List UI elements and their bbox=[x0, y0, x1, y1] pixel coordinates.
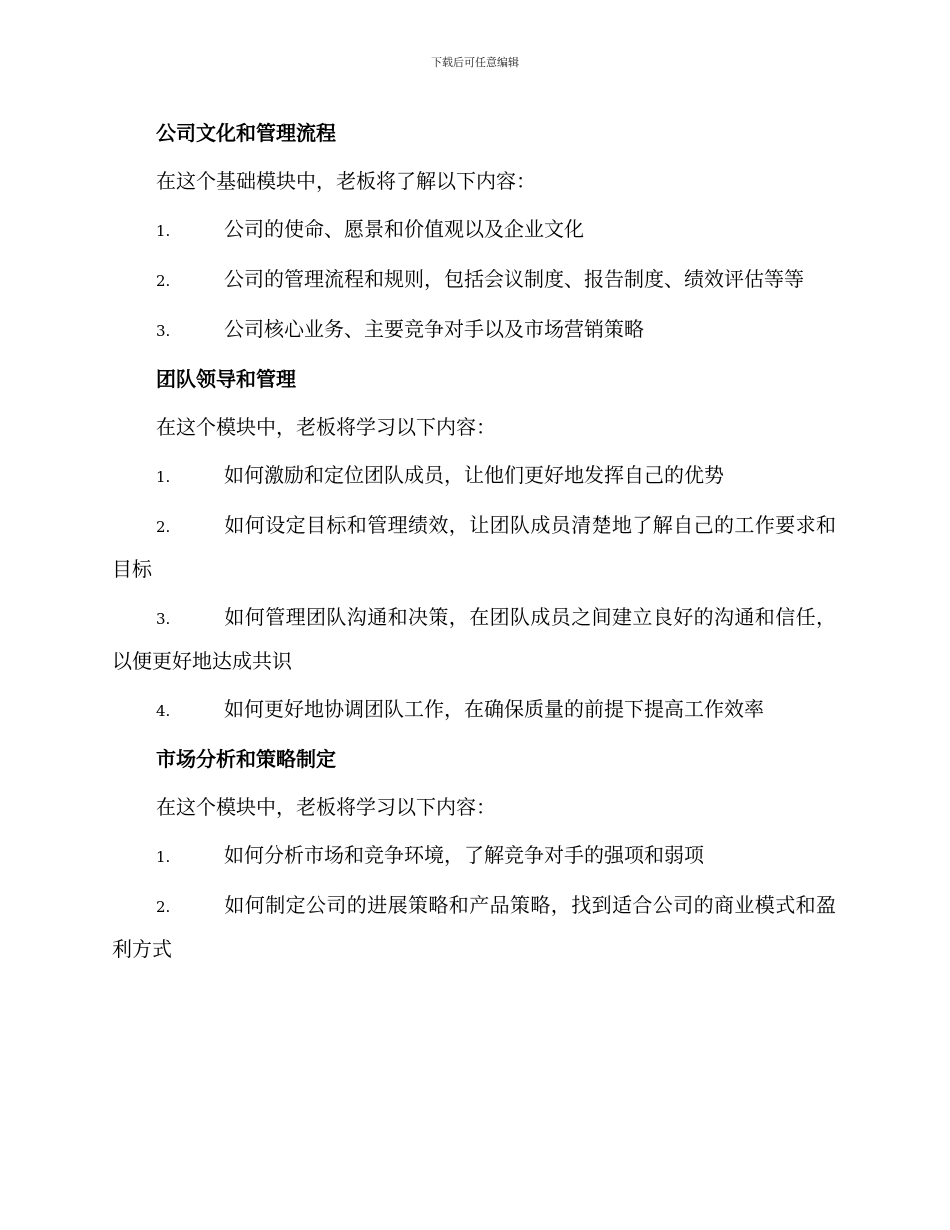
list-item-number: 2. bbox=[156, 518, 171, 536]
list-item-text: 公司核心业务、主要竞争对手以及市场营销策略 bbox=[224, 317, 644, 341]
header-note: 下载后可任意编辑 bbox=[431, 56, 519, 69]
list-item bbox=[112, 308, 836, 352]
section-heading-culture: 公司文化和管理流程 bbox=[156, 121, 336, 145]
list-item-text: 如何分析市场和竞争环境，了解竞争对手的强项和弱项 bbox=[224, 843, 704, 867]
section-intro: 在这个模块中，老板将学习以下内容： bbox=[156, 415, 496, 439]
list-item-number: 1. bbox=[156, 222, 171, 240]
list-item-number: 3. bbox=[156, 610, 171, 628]
list-item-text: 如何设定目标和管理绩效，让团队成员清楚地了解自己的工作要求和目标 bbox=[112, 513, 836, 581]
list-item bbox=[112, 454, 836, 498]
list-item-number: 3. bbox=[156, 322, 171, 340]
list-item bbox=[112, 596, 836, 682]
list-item-number: 4. bbox=[156, 702, 171, 720]
document-body bbox=[112, 106, 836, 976]
list-item bbox=[112, 258, 836, 302]
list-item bbox=[112, 208, 836, 252]
list-item-number: 1. bbox=[156, 848, 171, 866]
list-item-text: 公司的管理流程和规则，包括会议制度、报告制度、绩效评估等等 bbox=[224, 267, 804, 291]
list-item bbox=[112, 834, 836, 878]
list-item bbox=[112, 884, 836, 970]
list-item-number: 2. bbox=[156, 272, 171, 290]
section-heading-market: 市场分析和策略制定 bbox=[156, 747, 336, 771]
list-item-text: 公司的使命、愿景和价值观以及企业文化 bbox=[224, 217, 584, 241]
list-item-text: 如何制定公司的进展策略和产品策略，找到适合公司的商业模式和盈利方式 bbox=[112, 893, 836, 961]
section-intro: 在这个模块中，老板将学习以下内容： bbox=[156, 795, 496, 819]
list-item-text: 如何激励和定位团队成员，让他们更好地发挥自己的优势 bbox=[224, 463, 724, 487]
list-item-text: 如何管理团队沟通和决策，在团队成员之间建立良好的沟通和信任，以便更好地达成共识 bbox=[112, 605, 836, 673]
section-intro: 在这个基础模块中，老板将了解以下内容： bbox=[156, 169, 536, 193]
section-heading-team: 团队领导和管理 bbox=[156, 367, 296, 391]
list-item bbox=[112, 688, 836, 732]
list-item-number: 2. bbox=[156, 898, 171, 916]
list-item bbox=[112, 504, 836, 590]
list-item-text: 如何更好地协调团队工作，在确保质量的前提下提高工作效率 bbox=[224, 697, 764, 721]
list-item-number: 1. bbox=[156, 468, 171, 486]
